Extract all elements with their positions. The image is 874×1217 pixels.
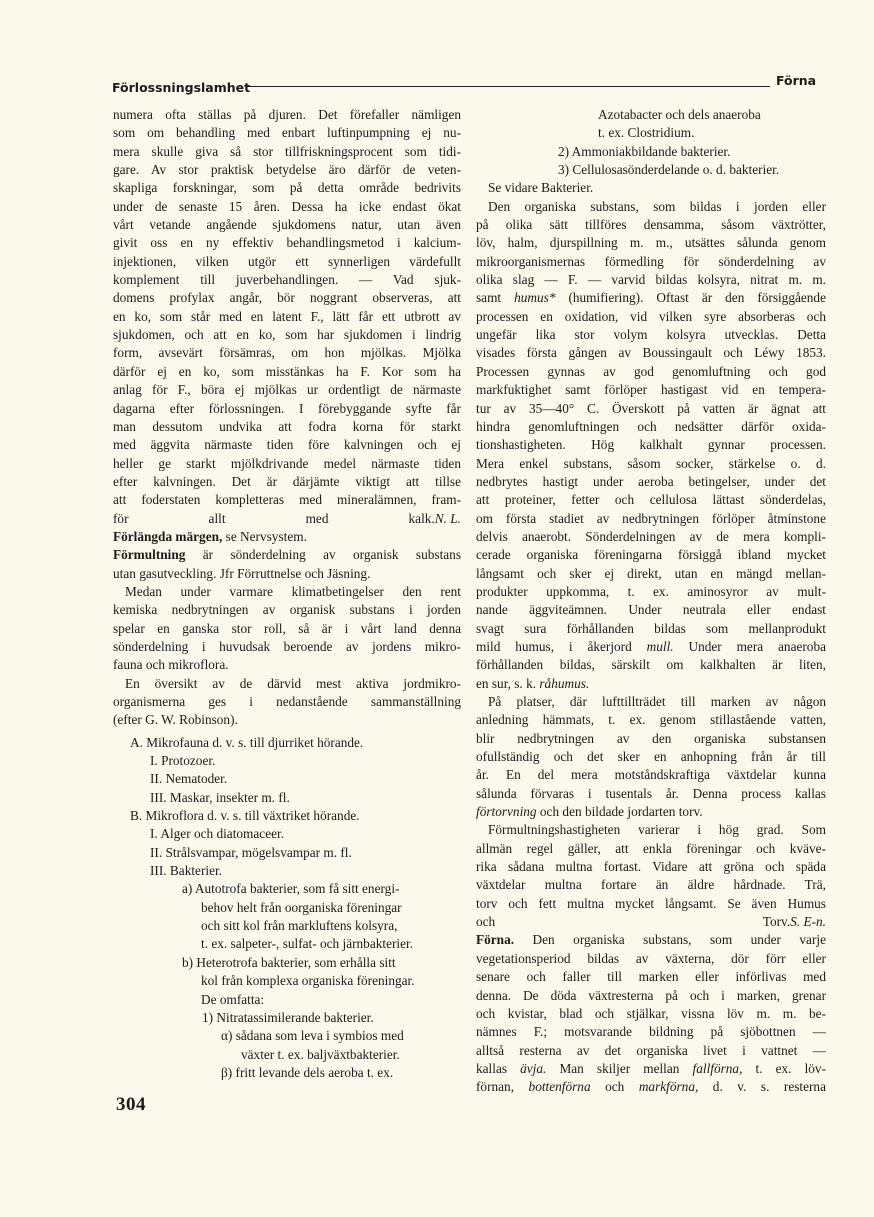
outline-item-beta-cont: t. ex. Clostridium. xyxy=(598,125,695,141)
text-line: under de senaste 15 åren. Dessa ha icke endast ökat xyxy=(113,198,461,214)
left-column xyxy=(113,106,461,1082)
text-line: att proteiner, fetter och cellulosa lättast sönderdelas, xyxy=(476,492,826,508)
text-line: tur av 35—40° C. Överskott på vatten är ägnat att xyxy=(476,400,826,416)
text-line: därför ej en ko, som misstänkas ha F. Kor som ha xyxy=(113,363,461,379)
outline-item-B: B. Mikroflora d. v. s. till växtriket hörande. xyxy=(130,808,360,824)
text-line: cerade organiska föreningarna försiggå ibland mycket xyxy=(476,547,826,563)
outline-item-A-I: I. Protozoer. xyxy=(150,753,216,769)
text-line: löv, halm, djurspillning m. m., utsättes sålunda genom xyxy=(476,235,826,251)
text-line: som om behandling med enbart luftinpumpning ej nu- xyxy=(113,125,461,141)
term-avja: ävja. xyxy=(520,1060,547,1076)
text-line: att foderstaten kompletteras med mineralämnen, fram- xyxy=(113,492,461,508)
text-line-content: en sur, s. k. xyxy=(476,675,540,691)
outline-item-3: 3) Cellulosasönderdelande o. d. bakterier. xyxy=(558,162,780,178)
text-line: torv och fett multna mycket långsamt. Se även Humus xyxy=(476,895,826,911)
text-line: hindra genomluftningen och nedsätter därför oxida- xyxy=(476,418,826,434)
text-line-content: och xyxy=(590,1079,639,1095)
outline-item-2: 2) Ammoniakbildande bakterier. xyxy=(558,143,731,159)
text-line: sjukdomen, och att en ko, som har sjukdomen i lindrig xyxy=(113,327,461,343)
entry-keyword: Förmultning xyxy=(113,547,186,563)
text-line xyxy=(476,803,826,821)
right-paragraph-1 xyxy=(476,198,826,290)
text-line-content: Under mera anaeroba xyxy=(673,638,826,654)
text-line-content: mild humus, i åkerjord xyxy=(476,638,647,654)
outline-item-B-II: II. Strålsvampar, mögelsvampar m. fl. xyxy=(150,844,352,860)
text-line: processen en oxidation, vid vilken syre absorberas och xyxy=(476,308,826,324)
text-line: kemiska nedbrytningen av organisk substans i jorden xyxy=(113,602,461,618)
text-line: allmän regel gäller, att enkla föreningar och kväve- xyxy=(476,840,826,856)
text-line xyxy=(476,913,826,931)
right-paragraph-2 xyxy=(476,693,826,803)
text-line: utan gasutveckling. Jfr Förruttnelse och Jäsning. xyxy=(113,565,371,581)
text-line: (efter G. W. Robinson). xyxy=(113,712,238,728)
see-also: Se vidare Bakterier. xyxy=(488,180,594,196)
term-markforna: markförna, xyxy=(638,1079,699,1095)
text-line: efter kalvningen. Det är därjämte viktigt att tillse xyxy=(113,473,461,489)
right-paragraph-4 xyxy=(476,950,826,1060)
text-line: förhållanden bildas, särskilt om kalkhalten är liten, xyxy=(476,657,826,673)
text-line: med äggvita närmaste tiden före kalvningen och ej xyxy=(113,437,461,453)
text-line: sönderdelning i huvudsak beroende av jordens mikro- xyxy=(113,638,461,654)
text-line: nande äggviteämnen. Under neutrala eller endast xyxy=(476,602,826,618)
term-fallforna: fallförna, xyxy=(692,1060,743,1076)
outline-item-b-cont: De omfatta: xyxy=(201,991,265,1007)
text-line: anledning hämmats, t. ex. genom stillastående vatten, xyxy=(476,712,826,728)
text-line: organismerna ges i nedanstående sammanställning xyxy=(113,694,461,709)
term-mull: mull. xyxy=(646,638,674,654)
text-line: delvis anaerobt. Sönderdelningen av de mera kompli- xyxy=(476,528,826,544)
text-line: produkter uppkomma, t. ex. aminosyror av mult- xyxy=(476,583,826,599)
right-column xyxy=(476,106,826,1097)
running-header-left: Förlossningslamhet xyxy=(112,80,251,95)
entry-text: är sönderdelning av organisk substans xyxy=(185,547,461,563)
outline-item-a-cont: behov helt från oorganiska föreningar xyxy=(201,899,402,915)
outline-item-beta-cont: Azotabacter och dels anaeroba xyxy=(598,107,761,122)
text-line: En översikt av de därvid mest aktiva jordmikro- xyxy=(125,675,461,691)
text-line: ungefär lika stor volym kolsyra utvecklas. Detta xyxy=(476,327,826,343)
text-line: Mera enkel substans, såsom socker, stärkelse o. d. xyxy=(476,455,826,471)
text-line: nämnes F.; motsvarande bildning på sjöbottnen — xyxy=(476,1024,826,1040)
outline-item-b-cont: kol från komplexa organiska föreningar. xyxy=(201,973,415,989)
text-line-content: för allt med kalk. xyxy=(113,510,435,526)
text-line: skapliga forskningar, som på detta område bedrivits xyxy=(113,180,461,196)
text-line: vårt vetande angående sjukdomens natur, utan även xyxy=(113,217,461,233)
term-rahumus: råhumus. xyxy=(539,675,590,691)
text-line: spelar en ganska stor roll, så är i vårt land denna xyxy=(113,620,461,636)
text-line-content: (humifiering). Oftast är den försiggående xyxy=(555,290,826,306)
text-line xyxy=(476,638,826,656)
text-line-content: och den bildade jordarten torv. xyxy=(536,804,703,820)
text-line xyxy=(476,289,826,307)
text-line: alltså resterna av det organiska livet i vattnet — xyxy=(476,1042,826,1058)
text-line: injektionen, vilken utgör ett synnerligen värdefullt xyxy=(113,253,461,269)
text-line: svagt sura förhållanden bildas som mellanprodukt xyxy=(476,620,826,636)
page-number: 304 xyxy=(116,1094,146,1115)
term-humus: humus* xyxy=(514,290,556,306)
text-line: tionshastigheten. Hög kalkhalt gynnar processen. xyxy=(476,437,826,453)
text-line xyxy=(113,510,461,528)
text-line: komplement till juverbehandlingen. — Vad sjuk- xyxy=(113,272,461,288)
text-line: Medan under varmare klimatbetingelser den rent xyxy=(125,583,461,599)
text-line-content: samt xyxy=(476,290,515,306)
author-signature: S. E-n. xyxy=(790,914,826,930)
entry-keyword: Förlängda märgen, xyxy=(113,528,223,544)
header-rule xyxy=(247,86,770,87)
text-line: sålunda förvaras i tusentals år. Denna process kallas xyxy=(476,785,826,801)
text-line: mikroorganismernas förmedling för sönderdelning av xyxy=(476,253,826,269)
text-line: och kvistar, blad och stjälkar, vissna löv m. m. be- xyxy=(476,1005,826,1021)
outline-item-alpha-cont: växter t. ex. baljväxtbakterier. xyxy=(241,1046,400,1062)
text-line-content: d. v. s. resterna xyxy=(698,1079,826,1095)
text-line: ofullständig och det sker en anhopning från år till xyxy=(476,749,826,765)
outline-item-alpha: α) sådana som leva i symbios med xyxy=(221,1028,404,1044)
running-header-right: Förna xyxy=(776,73,817,88)
text-line: visades första gången av Boussingault och Léwy 1853. xyxy=(476,345,826,361)
entry-forlangda-margen xyxy=(113,528,461,546)
text-line: långsamt och sker ej direkt, utan en mängd mellan- xyxy=(476,565,826,581)
text-line xyxy=(476,1078,826,1096)
text-line: heller ge starkt mjölkdrivande medel närmaste tiden xyxy=(113,455,461,471)
left-paragraph-1 xyxy=(113,106,461,510)
text-line: nedbrytes hastigt under aeroba betingelser, under det xyxy=(476,473,826,489)
left-paragraph-2 xyxy=(113,583,461,675)
term-fortorvning: förtorvning xyxy=(476,804,537,820)
text-line-content: och Torv. xyxy=(476,914,791,930)
text-line: mera skulle giva så stor tillfriskningsprocent som tidi- xyxy=(113,143,461,159)
text-line: en ko, som står med en latent F., lätt får ett utbrott av xyxy=(113,308,461,324)
entry-forna xyxy=(476,931,826,949)
author-signature: N. L. xyxy=(434,510,461,526)
text-line: vegetationsperiod bildas av växterna, dör förr eller xyxy=(476,950,826,966)
text-line: Processen gynnas av god genomluftning och god xyxy=(476,363,826,379)
outline-item-A: A. Mikrofauna d. v. s. till djurriket hörande. xyxy=(130,734,364,750)
entry-keyword: Förna. xyxy=(476,932,515,948)
text-line: olika slag — F. — varvid bildas kolsyra, nitrat m. m. xyxy=(476,272,826,288)
outline-item-A-II: II. Nematoder. xyxy=(150,771,228,787)
outline-item-B-III: III. Bakterier. xyxy=(150,863,222,879)
right-paragraph-1b xyxy=(476,308,826,638)
left-paragraph-3 xyxy=(113,675,461,730)
text-line: På platser, där lufttillträdet till marken av någon xyxy=(488,694,826,709)
text-line-content: Man skiljer mellan xyxy=(546,1060,693,1076)
text-line: fauna och mikroflora. xyxy=(113,657,229,673)
text-line: numera ofta ställas på djuren. Det förefaller nämligen xyxy=(113,107,461,122)
text-line: domens profylax angår, bör noggrant observeras, att xyxy=(113,290,461,306)
text-line: blir nedbrytningen av den organiska substansen xyxy=(476,730,826,746)
term-bottenforna: bottenförna xyxy=(528,1079,591,1095)
text-line: rika sådana multna fortast. Vidare att gröna och späda xyxy=(476,859,826,875)
outline-item-a: a) Autotrofa bakterier, som få sitt energi- xyxy=(182,881,400,897)
text-line: år. En del mera motståndskraftiga växtdelar kunna xyxy=(476,767,826,783)
text-line: markfuktighet samt förlöper hastigast vid en tempera- xyxy=(476,382,826,398)
text-line: Den organiska substans, som bildas i jorden eller xyxy=(488,198,826,214)
text-line: senare och faller till marken eller införlivas med xyxy=(476,969,826,985)
text-line: växtdelar multna fortare än äldre hårdnade. Trä, xyxy=(476,877,826,893)
text-line-content: t. ex. löv- xyxy=(742,1060,826,1076)
entry-text: se Nervsystem. xyxy=(222,528,307,544)
outline-item-a-cont: och sitt kol från markluftens kolsyra, xyxy=(201,918,398,934)
entry-formultning xyxy=(113,546,461,564)
text-line-content: kallas xyxy=(476,1060,521,1076)
text-line: anlag för F., böra ej mjölkas ur ordentligt de närmaste xyxy=(113,382,461,398)
text-line: Förmultningshastigheten varierar i hög grad. Som xyxy=(488,822,826,838)
outline-item-B-I: I. Alger och diatomaceer. xyxy=(150,826,285,842)
text-line xyxy=(476,675,826,693)
outline-item-b: b) Heterotrofa bakterier, som erhålla sitt xyxy=(182,954,396,970)
text-line-content: förnan, xyxy=(476,1079,529,1095)
text-line: om första stadiet av nedbrytningen förlöper åtminstone xyxy=(476,510,826,526)
right-paragraph-3 xyxy=(476,821,826,913)
text-line: gare. Av stor praktisk betydelse äro därför de veten- xyxy=(113,162,461,178)
outline-item-beta: β) fritt levande dels aeroba t. ex. xyxy=(221,1064,394,1080)
text-line: på olika sätt tillföres densamma, såsom växtrötter, xyxy=(476,217,826,233)
text-line: form, avsevärt försämras, om hon mjölkas. Mjölka xyxy=(113,345,461,361)
text-line: denna. De döda växtresterna på och i marken, grenar xyxy=(476,987,826,1003)
text-line xyxy=(476,1060,826,1078)
outline-item-a-cont: t. ex. salpeter-, sulfat- och järnbakterier. xyxy=(201,936,414,952)
text-line: givit oss en ny effektiv behandlingsmetod i kalcium- xyxy=(113,235,461,251)
text-line: dagarna efter förlossningen. I förebyggande syfte får xyxy=(113,400,461,416)
text-line: man dessutom undvika att fodra korna för starkt xyxy=(113,418,461,434)
entry-text: Den organiska substans, som under varje xyxy=(514,932,826,948)
outline-item-A-III: III. Maskar, insekter m. fl. xyxy=(150,789,290,805)
outline-item-1: 1) Nitratassimilerande bakterier. xyxy=(202,1009,374,1025)
